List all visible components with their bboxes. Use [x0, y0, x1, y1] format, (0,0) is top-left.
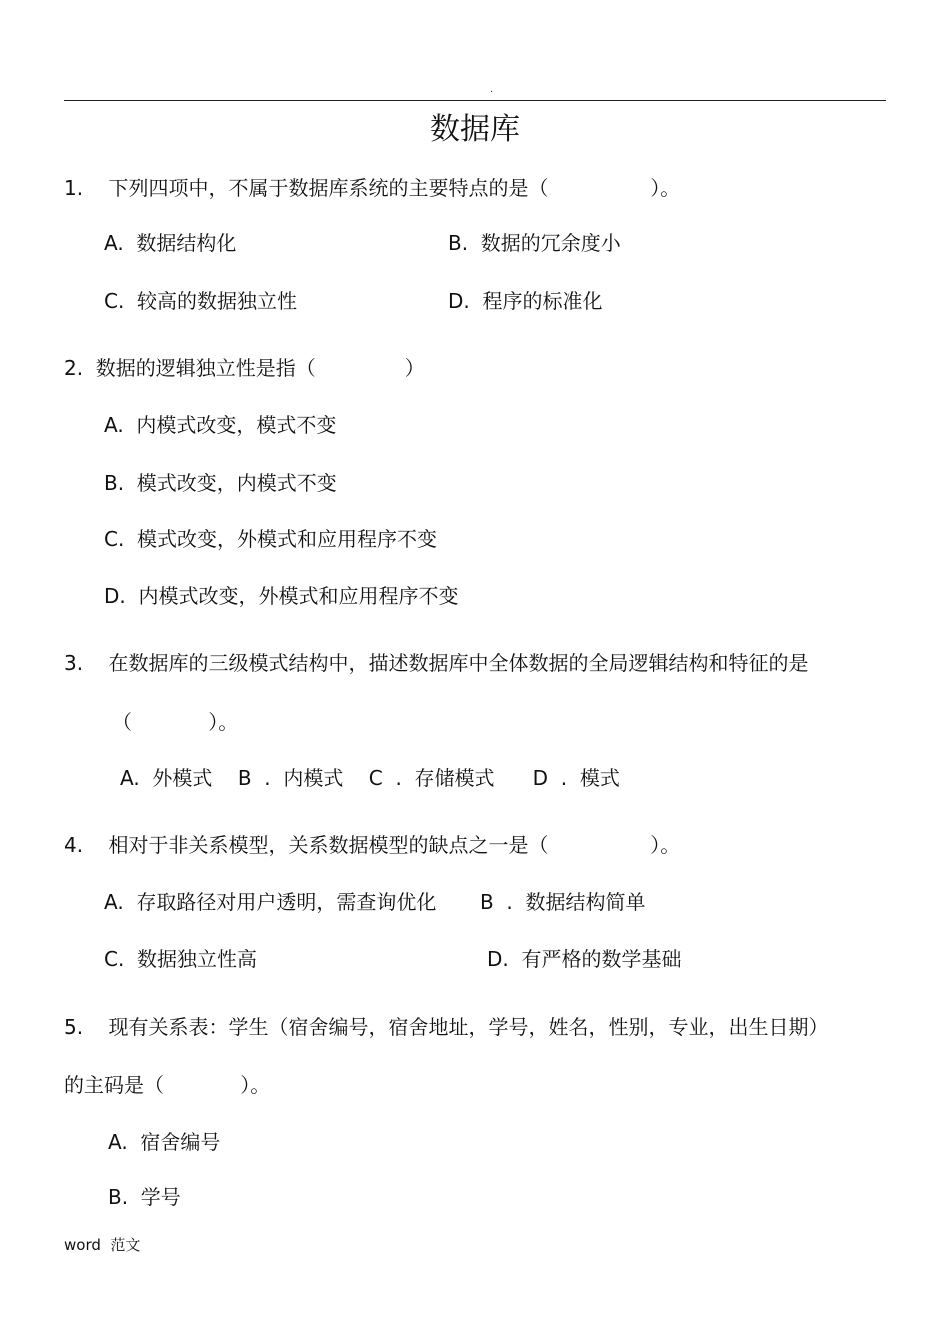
question-1-option-a: A. 数据结构化	[104, 231, 237, 255]
question-3-stem: 3. 在数据库的三级模式结构中，描述数据库中全体数据的全局逻辑结构和特征的是	[64, 651, 809, 675]
question-1-option-d: D. 程序的标准化	[448, 289, 603, 313]
header-rule	[64, 100, 886, 101]
page-title: 数据库	[430, 112, 520, 147]
question-1-stem: 1. 下列四项中，不属于数据库系统的主要特点的是（ ）。	[64, 176, 681, 200]
header-dot: .	[490, 84, 494, 95]
footer-label: word 范文	[64, 1236, 141, 1254]
question-2-stem: 2. 数据的逻辑独立性是指（ ）	[64, 356, 425, 380]
question-5-stem: 5. 现有关系表：学生（宿舍编号，宿舍地址，学号，姓名，性别，专业，出生日期）	[64, 1015, 829, 1039]
question-2-option-c: C. 模式改变，外模式和应用程序不变	[104, 527, 438, 551]
question-1-option-b: B. 数据的冗余度小	[448, 231, 621, 255]
question-4-option-d: D. 有严格的数学基础	[487, 947, 682, 971]
question-2-option-d: D. 内模式改变，外模式和应用程序不变	[104, 584, 459, 608]
question-4-option-a: A. 存取路径对用户透明，需查询优化	[104, 890, 437, 914]
question-1-option-c: C. 较高的数据独立性	[104, 289, 298, 313]
question-3-stem-continued: （ ）。	[112, 710, 239, 734]
question-2-option-a: A. 内模式改变，模式不变	[104, 413, 337, 437]
question-2-option-b: B. 模式改变，内模式不变	[104, 471, 337, 495]
question-3-options: A. 外模式 B . 内模式 C . 存储模式 D . 模式	[120, 766, 620, 790]
question-4-option-b: B . 数据结构简单	[480, 890, 646, 914]
question-5-option-a: A. 宿舍编号	[108, 1130, 221, 1154]
question-4-stem: 4. 相对于非关系模型，关系数据模型的缺点之一是（ ）。	[64, 833, 681, 857]
question-5-option-b: B. 学号	[108, 1185, 181, 1209]
question-4-option-c: C. 数据独立性高	[104, 947, 258, 971]
question-5-stem-continued: 的主码是（ ）。	[64, 1073, 271, 1097]
